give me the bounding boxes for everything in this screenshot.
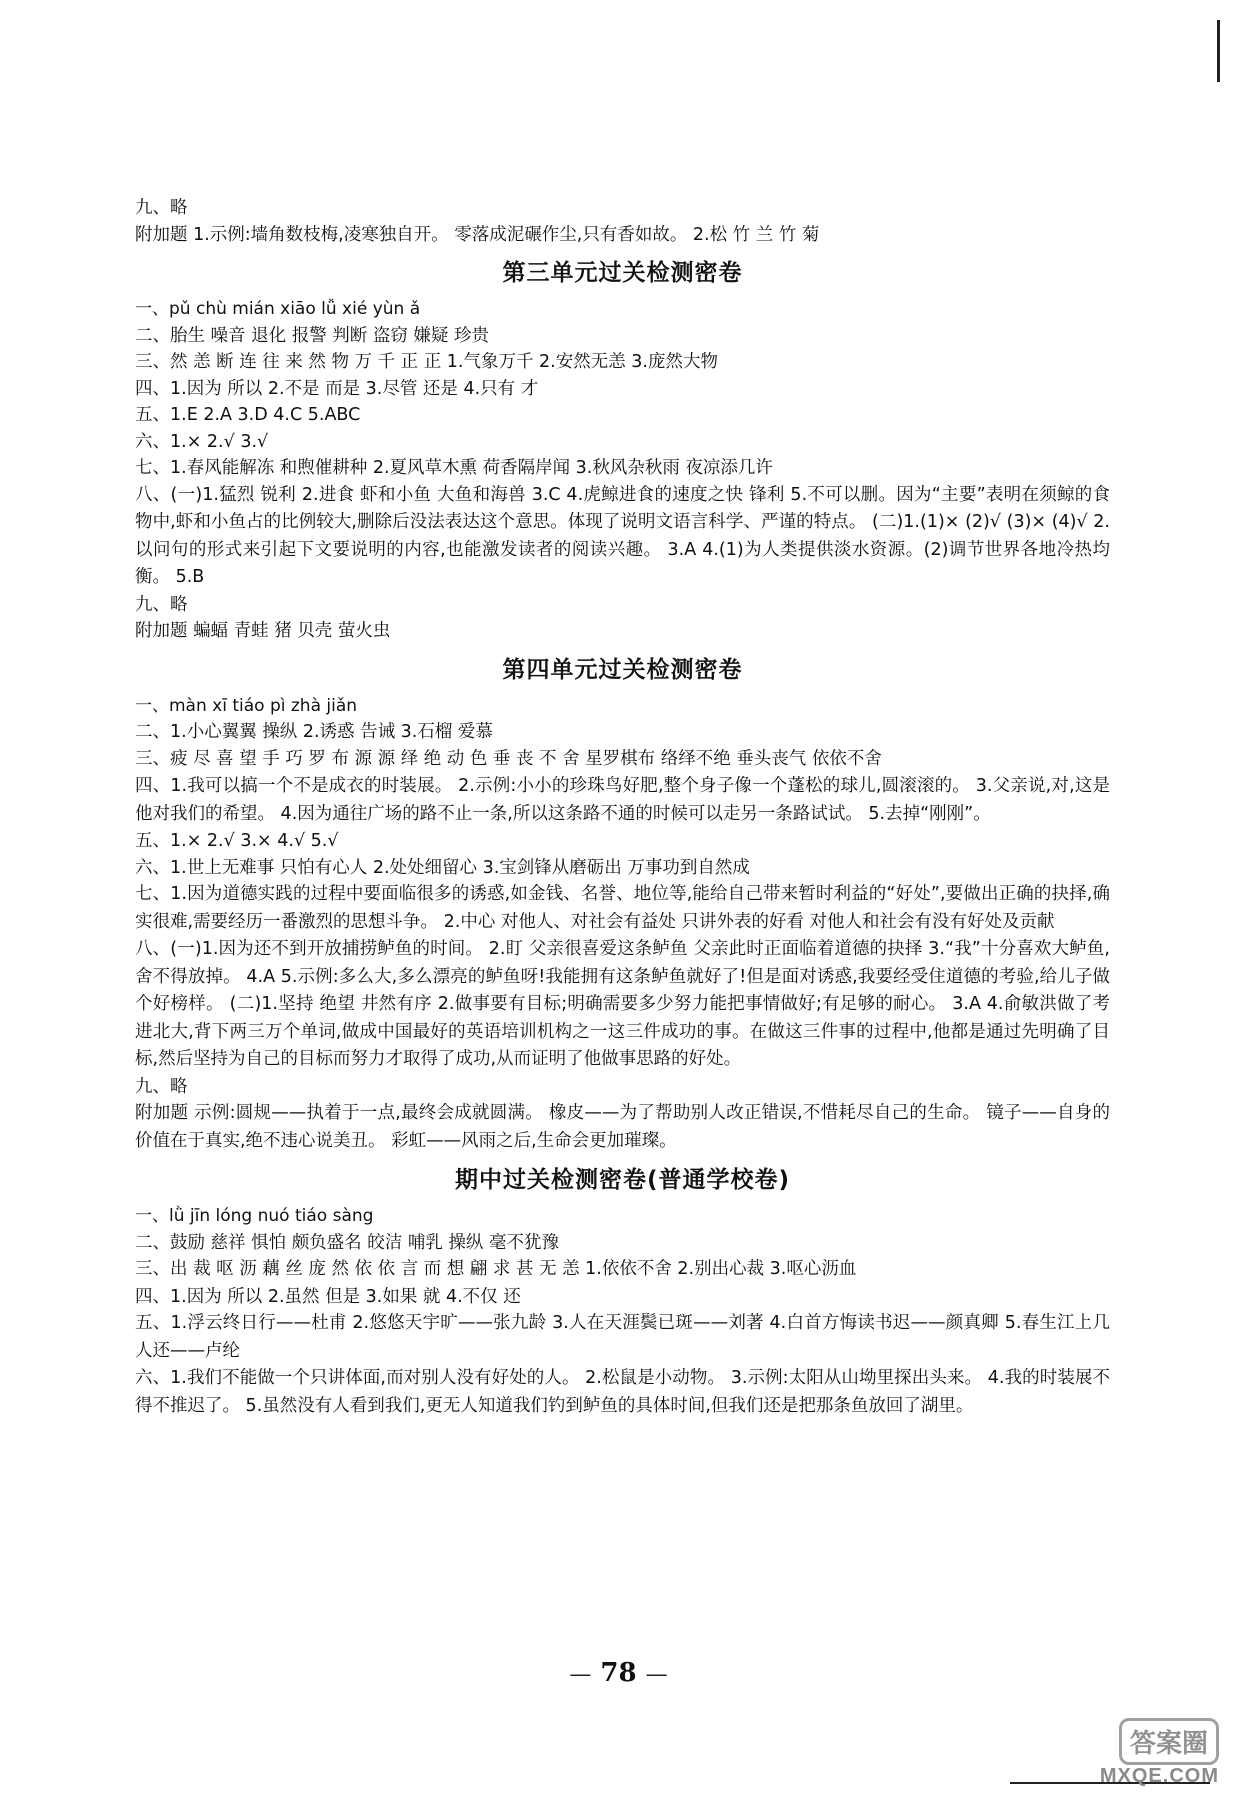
section-title-unit4: 第四单元过关检测密卷 [502,656,743,683]
watermark-url: MXQE.COM [1099,1765,1219,1787]
paragraph-p18: 四、1.我可以搞一个不是成衣的时装展。 2.示例:小小的珍珠鸟好肥,整个身子像一个蓬松的球儿,圆滚滚的。 3.父亲说,对,这是他对我们的希望。 4.因为通往广场的路不止一条,所以这条路不通的时候可以走另一条路试试。 5.去掉“刚刚”。 [135,776,1110,824]
line-l2: 附加题 1.示例:墙角数枝梅,凌寒独自开。 零落成泥碾作尘,只有香如故。 2.松 竹 兰 竹 菊 [135,224,820,245]
line-l1: 九、略 [135,198,188,218]
watermark-seal: 答案圈 [1119,1718,1219,1765]
section-title-midterm: 期中过关检测密卷(普通学校卷) [454,1167,791,1193]
paragraph-p24: 附加题 示例:圆规——执着于一点,最终会成就圆满。 橡皮——为了帮助别人改正错误,不惜耗尽自己的生命。 镜子——自身的价值在于真实,绝不违心说美丑。 彩虹——风雨之后,生命会更加璀璨。 [135,1103,1110,1151]
pinyin-line-unit3: 一、pǔ chù mián xiāo lǚ xié yùn ǎ [135,299,421,319]
paragraph-p30: 五、1.浮云终日行——杜甫 2.悠悠天宇旷——张九龄 3.人在天涯鬓已斑——刘著 4.白首方悔读书迟——颜真卿 5.春生江上几人还——卢纶 [135,1313,1110,1361]
line-l27: 二、鼓励 慈祥 惧怕 颇负盛名 皎洁 哺乳 操纵 毫不犹豫 [135,1232,559,1253]
paragraph-p21: 七、1.因为道德实践的过程中要面临很多的诱惑,如金钱、名誉、地位等,能给自己带来暂时利益的“好处”,要做出正确的抉择,确实很难,需要经历一番激烈的思想斗争。 2.中心 对他人、对社会有益处 只讲外表的好看 对他人和社会有没有好处及贡献 [135,884,1110,932]
page-number-dash-left: — [569,1662,592,1687]
line-l13: 附加题 蝙蝠 青蛙 猪 贝壳 萤火虫 [135,621,391,641]
watermark-logo [1044,1718,1219,1788]
line-l20: 六、1.世上无难事 只怕有心人 2.处处细留心 3.宝剑锋从磨砺出 万事功到自然成 [135,857,750,878]
line-l12: 九、略 [135,594,188,615]
line-l23: 九、略 [135,1076,188,1097]
paragraph-p28: 三、出 裁 呕 沥 藕 丝 庞 然 依 依 言 而 想 翩 求 甚 无 恙 1.依依不舍 2.别出心裁 3.呕心沥血 [135,1259,857,1279]
paragraph-p11: 八、(一)1.猛烈 锐利 2.进食 虾和小鱼 大鱼和海兽 3.C 4.虎鲸进食的速度之快 锋利 5.不可以删。因为“主要”表明在须鲸的食物中,虾和小鱼占的比例较大,删除后没法表达这个意思。体现了说明文语言科学、严谨的特点。 (二)1.(1)× (2)√ (3)× (4)√ 2.以问句的形式来引起下文要说明的内容,也能激发读者的阅读兴趣。 3.A 4.(1)为人类提供淡水资源。(2)调节世界各地冷热均衡。 5.B [135,484,1110,587]
line-l19: 五、1.× 2.√ 3.× 4.√ 5.√ [135,831,339,851]
pinyin-line-unit4: 一、màn xī tiáo pì zhà jiǎn [135,695,358,716]
line-l5: 二、胎生 噪音 退化 报警 判断 盗窃 嫌疑 珍贵 [135,325,489,346]
line-l8: 五、1.E 2.A 3.D 4.C 5.ABC [135,405,361,425]
pinyin-line-midterm: 一、lǜ jīn lóng nuó tiáo sàng [135,1206,374,1226]
page-number-dash-right: — [645,1662,668,1687]
page-number-value: 78 [600,1658,637,1688]
line-l29: 四、1.因为 所以 2.虽然 但是 3.如果 就 4.不仅 还 [135,1286,521,1307]
top-right-rule [1217,20,1220,82]
line-l7: 四、1.因为 所以 2.不是 而是 3.尽管 还是 4.只有 才 [135,378,539,399]
page-number [0,1658,1237,1688]
line-l10: 七、1.春风能解冻 和煦催耕种 2.夏风草木熏 荷香隔岸闻 3.秋风杂秋雨 夜凉添几许 [135,458,773,478]
paragraph-p22: 八、(一)1.因为还不到开放捕捞鲈鱼的时间。 2.盯 父亲很喜爱这条鲈鱼 父亲此时正面临着道德的抉择 3.“我”十分喜欢大鲈鱼,舍不得放掉。 4.A 5.示例:多么大,多么漂亮的鲈鱼呀!我能拥有这条鲈鱼就好了!但是面对诱惑,我要经受住道德的考验,给儿子做个好榜样。 (二)1.坚持 绝望 井然有序 2.做事要有目标;明确需要多少努力能把事情做好;有足够的耐心。 3.A 4.俞敏洪做了考进北大,背下两三万个单词,做成中国最好的英语培训机构之一这三件成功的事。在做这三件事的过程中,他都是通过先明确了目标,然后坚持为自己的目标而努力才取得了成功,从而证明了他做事思路的好处。 [135,939,1110,1069]
line-l16: 二、1.小心翼翼 操纵 2.诱惑 告诫 3.石榴 爱慕 [135,722,493,742]
line-l6: 三、然 恙 断 连 往 来 然 物 万 千 正 正 1.气象万千 2.安然无恙 3.庞然大物 [135,352,718,372]
paragraph-p17: 三、疲 尽 喜 望 手 巧 罗 布 源 源 绎 绝 动 色 垂 丧 不 舍 星罗棋布 络绎不绝 垂头丧气 依依不舍 [135,748,882,769]
paragraph-p31: 六、1.我们不能做一个只讲体面,而对别人没有好处的人。 2.松鼠是小动物。 3.示例:太阳从山坳里探出头来。 4.我的时装展不得不推迟了。 5.虽然没有人看到我们,更无人知道我们钓到鲈鱼的具体时间,但我们还是把那条鱼放回了湖里。 [135,1368,1110,1416]
section-title-unit3: 第三单元过关检测密卷 [502,260,743,286]
answer-page [135,195,1110,1420]
line-l9: 六、1.× 2.√ 3.√ [135,431,269,452]
